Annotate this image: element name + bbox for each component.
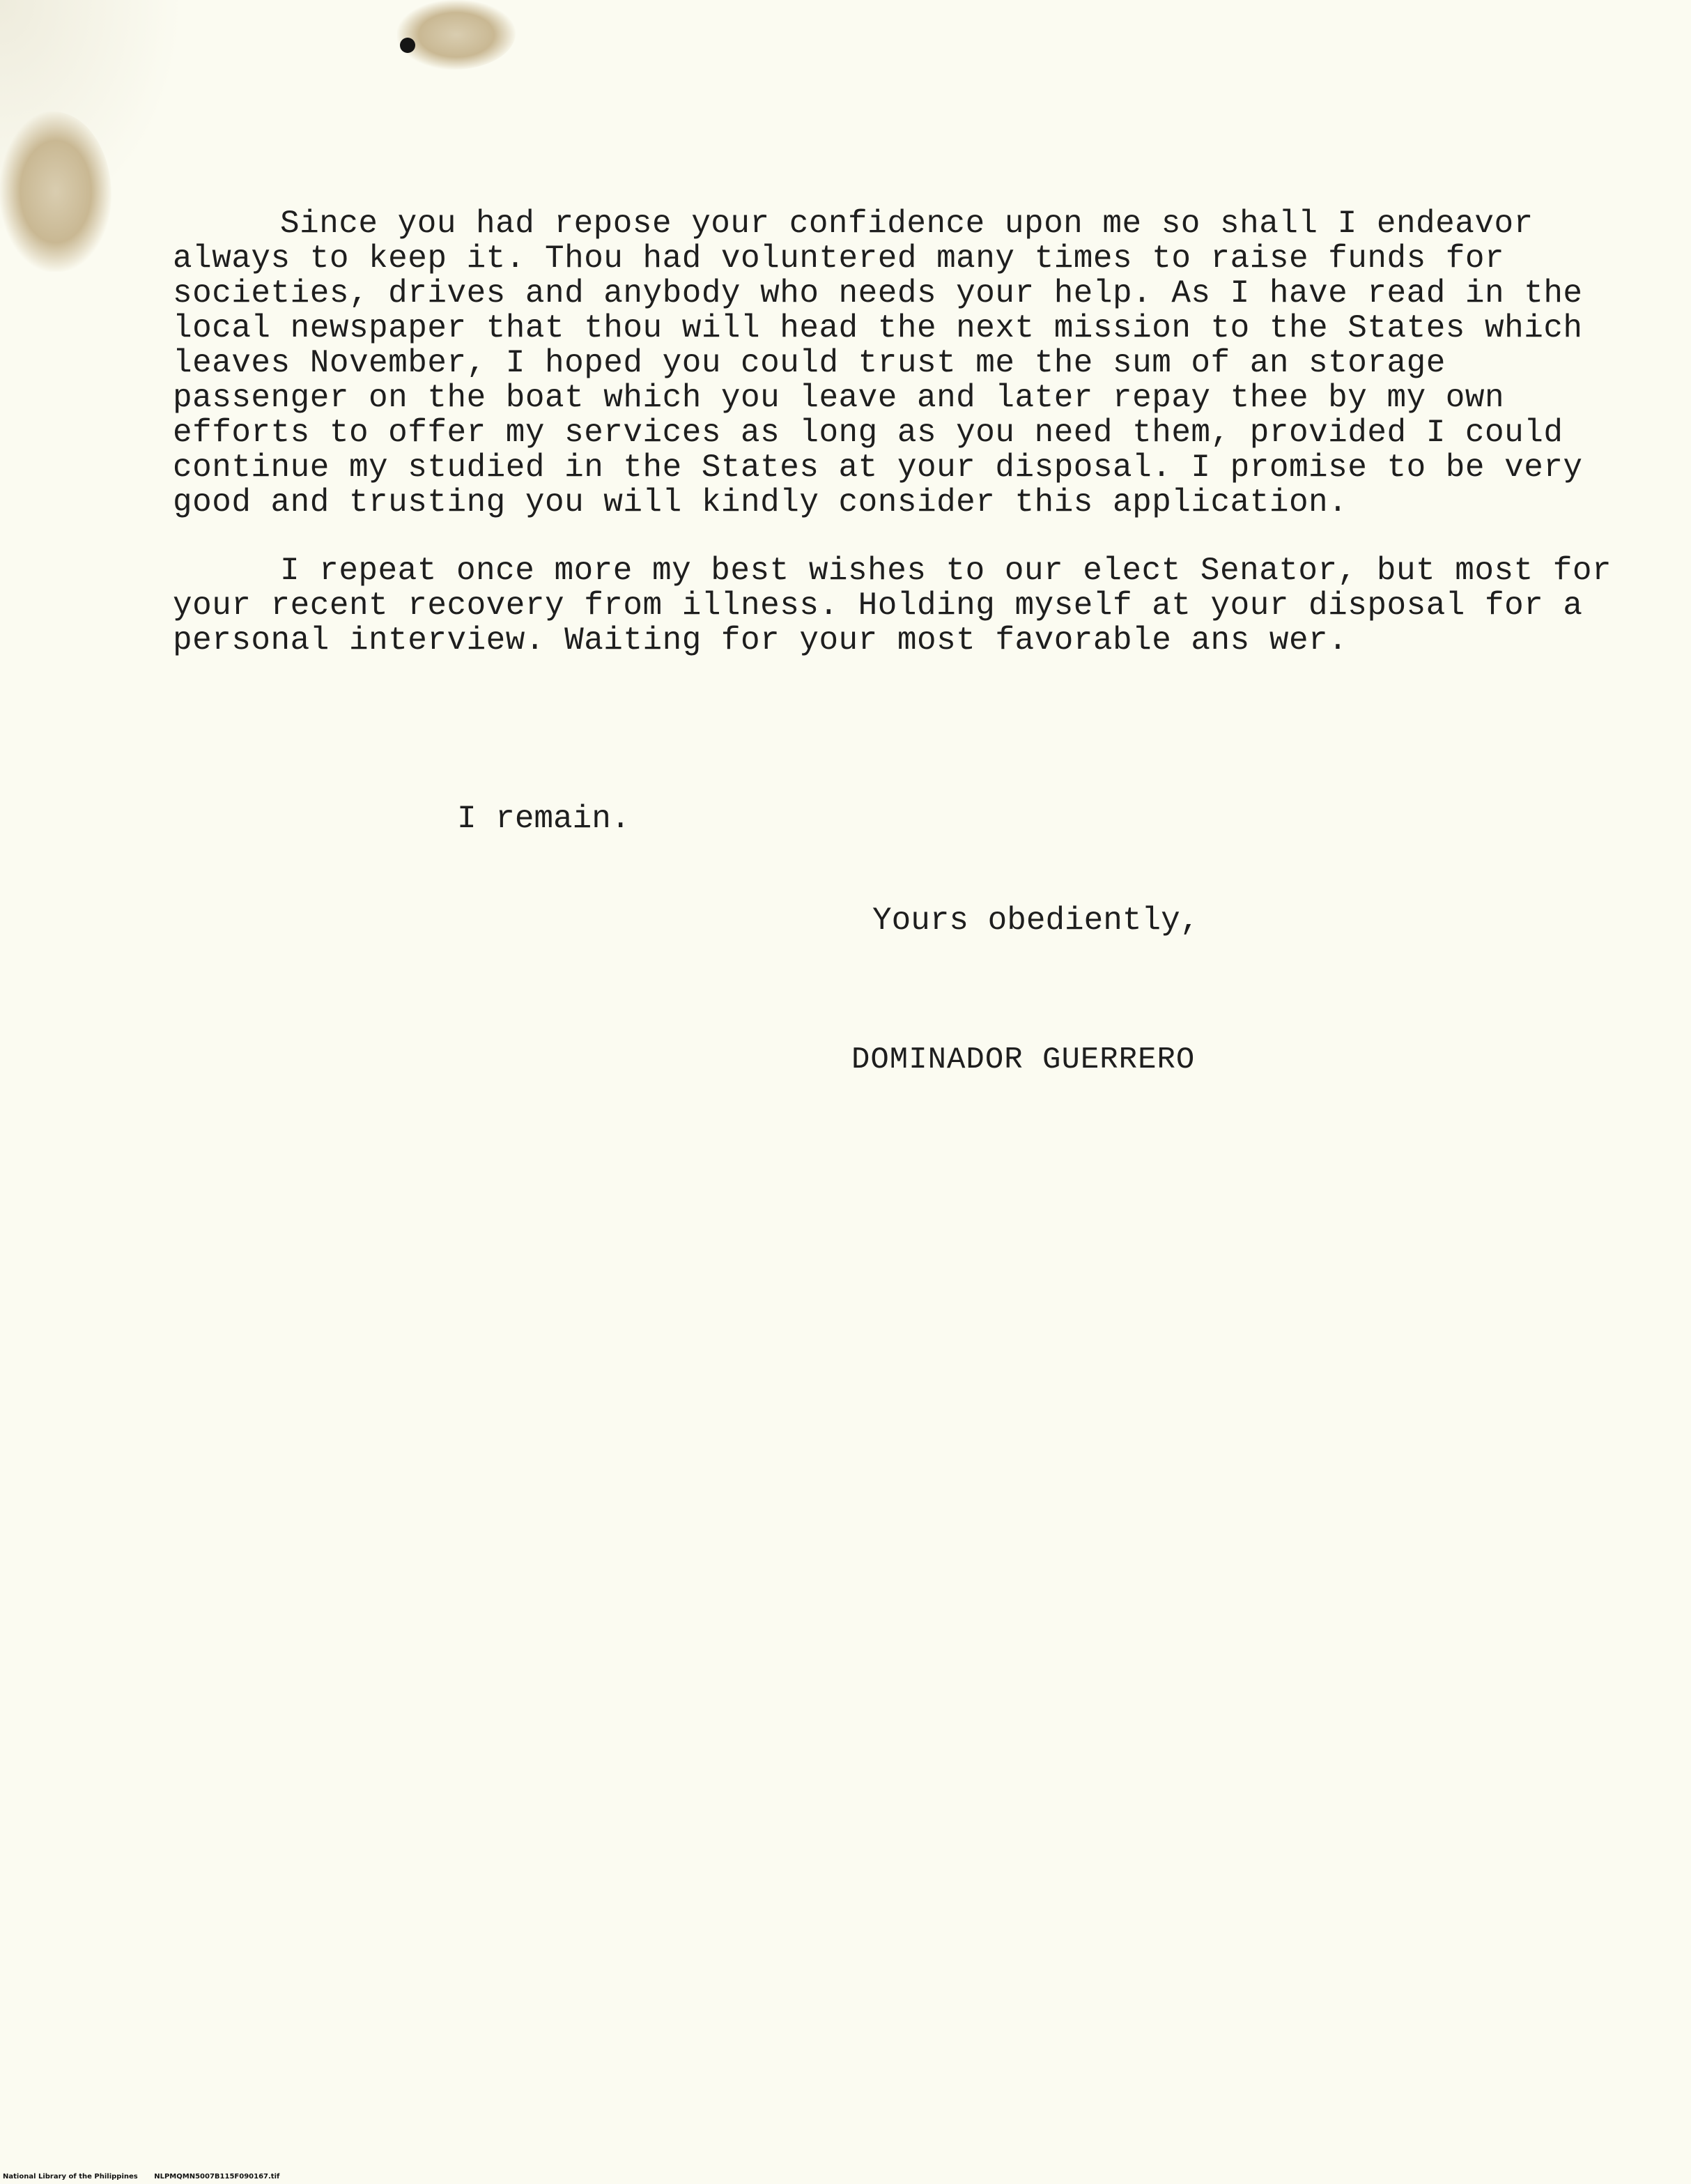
footer-library: National Library of the Philippines — [3, 2173, 138, 2181]
letter-body — [173, 206, 1622, 691]
letter-closing: I remain. — [457, 801, 631, 837]
letter-signature: DOMINADOR GUERRERO — [851, 1043, 1196, 1077]
paper-stain — [397, 0, 516, 70]
ink-blot — [400, 38, 415, 53]
footer-file-id: NLPMQMN5007B115F090167.tif — [154, 2173, 280, 2181]
letter-paragraph: I repeat once more my best wishes to our elect Senator, but most for your recent recovery from illness. Holding myself at your disposal for a personal interview. Waiting for your most favorable ans wer. — [173, 553, 1612, 659]
scan-footer — [3, 2173, 293, 2181]
letter-salutation: Yours obediently, — [872, 902, 1200, 939]
letter-paragraph: Since you had repose your confidence upon me so shall I endeavor always to keep it. Thou had voluntered many times to raise funds for societies, drives and anybody who needs your help. As I have read in the local newspaper that thou will head the next mission to the States which leaves November, I hoped you could trust me the sum of an storage passenger on the boat which you leave and later repay thee by my own efforts to offer my services as long as you need them, provided I could continue my studied in the States at your disposal. I promise to be very good and trusting you will kindly consider this application. — [173, 206, 1583, 521]
paper-stain — [0, 111, 111, 272]
